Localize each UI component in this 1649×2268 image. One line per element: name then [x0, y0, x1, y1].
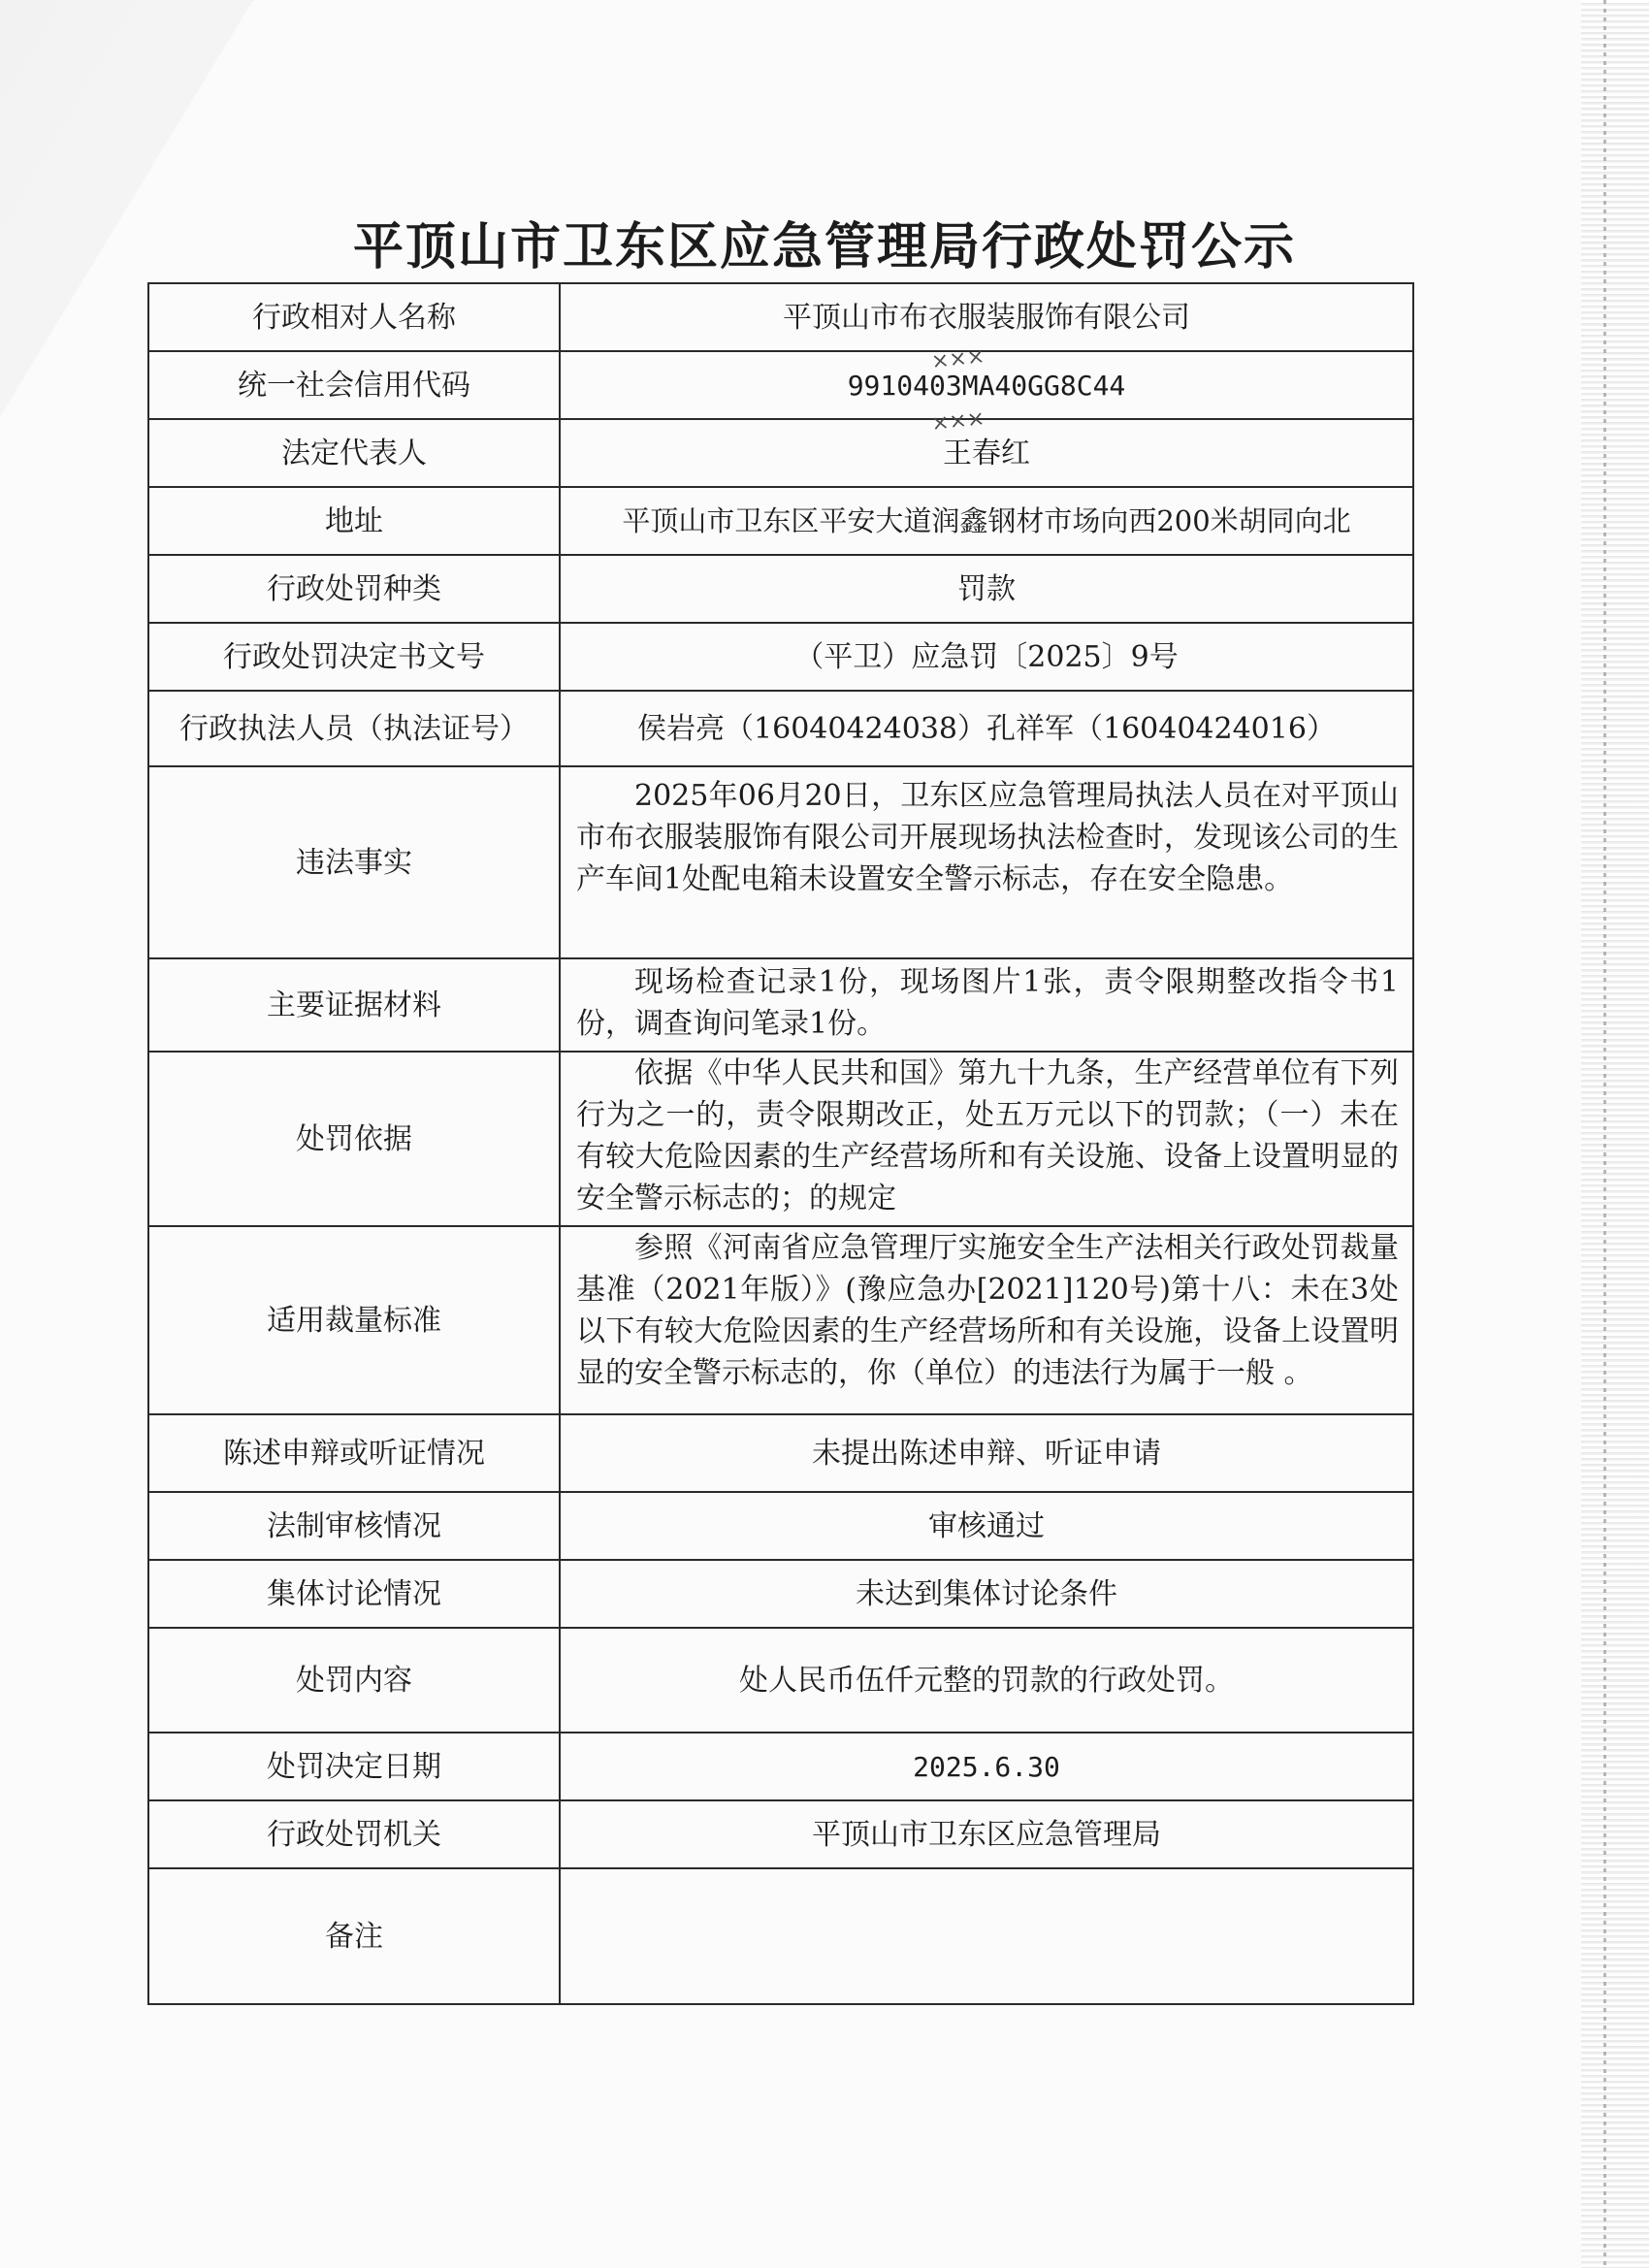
table-row: [148, 419, 1413, 487]
row-value-collective-discussion: 未达到集体讨论条件: [560, 1560, 1413, 1628]
table-row: [148, 1492, 1413, 1560]
row-label-penalty-type: 行政处罚种类: [148, 555, 560, 623]
table-row: [148, 1560, 1413, 1628]
row-label-officers: 行政执法人员（执法证号）: [148, 691, 560, 766]
table-row: [148, 351, 1413, 419]
table-row: [148, 1052, 1413, 1226]
row-value-authority: 平顶山市卫东区应急管理局: [560, 1800, 1413, 1868]
row-value-discretion-standard: 参照《河南省应急管理厅实施安全生产法相关行政处罚裁量基准（2021年版）》(豫应急办[2021]120号)第十八：未在3处以下有较大危险因素的生产经营场所和有关设施，设备上设置明显的安全警示标志的，你（单位）的违法行为属于一般 。: [560, 1226, 1413, 1414]
scan-edge-line: [1603, 0, 1606, 2268]
row-label-legal-rep: 法定代表人: [148, 419, 560, 487]
row-label-decision-number: 行政处罚决定书文号: [148, 623, 560, 691]
row-value-evidence: 现场检查记录1份，现场图片1张，责令限期整改指令书1份，调查询问笔录1份。: [560, 958, 1413, 1052]
row-value-decision-date: 2025.6.30: [560, 1733, 1413, 1800]
row-value-officers: 侯岩亮（16040424038）孔祥军（16040424016）: [560, 691, 1413, 766]
row-label-party-name: 行政相对人名称: [148, 283, 560, 351]
row-value-facts: 2025年06月20日，卫东区应急管理局执法人员在对平顶山市布衣服装服饰有限公司开展现场执法检查时，发现该公司的生产车间1处配电箱未设置安全警示标志，存在安全隐患。: [560, 766, 1413, 958]
table-row: [148, 958, 1413, 1052]
table-row: [148, 487, 1413, 555]
row-value-decision-number: （平卫）应急罚〔2025〕9号: [560, 623, 1413, 691]
row-value-penalty-content: 处人民币伍仟元整的罚款的行政处罚。: [560, 1628, 1413, 1733]
scan-edge: [1581, 0, 1649, 2268]
row-label-decision-date: 处罚决定日期: [148, 1733, 560, 1800]
table-row: [148, 1414, 1413, 1492]
row-value-legal-basis: 依据《中华人民共和国》第九十九条，生产经营单位有下列行为之一的，责令限期改正，处五万元以下的罚款；（一）未在有较大危险因素的生产经营场所和有关设施、设备上设置明显的安全警示标志的；的规定: [560, 1052, 1413, 1226]
table-row: [148, 1628, 1413, 1733]
row-label-credit-code: 统一社会信用代码: [148, 351, 560, 419]
handwritten-mark: ×××: [929, 406, 986, 437]
row-label-remarks: 备注: [148, 1868, 560, 2004]
table-row: [148, 283, 1413, 351]
row-label-legal-basis: 处罚依据: [148, 1052, 560, 1226]
row-label-collective-discussion: 集体讨论情况: [148, 1560, 560, 1628]
row-label-evidence: 主要证据材料: [148, 958, 560, 1052]
table-row: [148, 766, 1413, 958]
row-label-legal-review: 法制审核情况: [148, 1492, 560, 1560]
handwritten-mark: ×××: [929, 344, 986, 374]
row-label-authority: 行政处罚机关: [148, 1800, 560, 1868]
row-label-penalty-content: 处罚内容: [148, 1628, 560, 1733]
row-value-legal-review: 审核通过: [560, 1492, 1413, 1560]
table-row: [148, 555, 1413, 623]
row-value-hearing: 未提出陈述申辩、听证申请: [560, 1414, 1413, 1492]
document-title: 平顶山市卫东区应急管理局行政处罚公示: [352, 218, 1296, 276]
row-value-credit-code: 9910403MA40GG8C44: [560, 351, 1413, 419]
table-row: [148, 1868, 1413, 2004]
row-label-address: 地址: [148, 487, 560, 555]
row-value-remarks: [560, 1868, 1413, 2004]
table-row: [148, 1733, 1413, 1800]
table-row: [148, 1800, 1413, 1868]
row-label-discretion-standard: 适用裁量标准: [148, 1226, 560, 1414]
row-label-facts: 违法事实: [148, 766, 560, 958]
row-label-hearing: 陈述申辩或听证情况: [148, 1414, 560, 1492]
table-row: [148, 691, 1413, 766]
penalty-info-table: [147, 282, 1414, 2005]
row-value-address: 平顶山市卫东区平安大道润鑫钢材市场向西200米胡同向北: [560, 487, 1413, 555]
row-value-party-name: 平顶山市布衣服装服饰有限公司: [560, 283, 1413, 351]
row-value-penalty-type: 罚款: [560, 555, 1413, 623]
table-row: [148, 1226, 1413, 1414]
row-value-legal-rep: 王春红: [560, 419, 1413, 487]
table-row: [148, 623, 1413, 691]
